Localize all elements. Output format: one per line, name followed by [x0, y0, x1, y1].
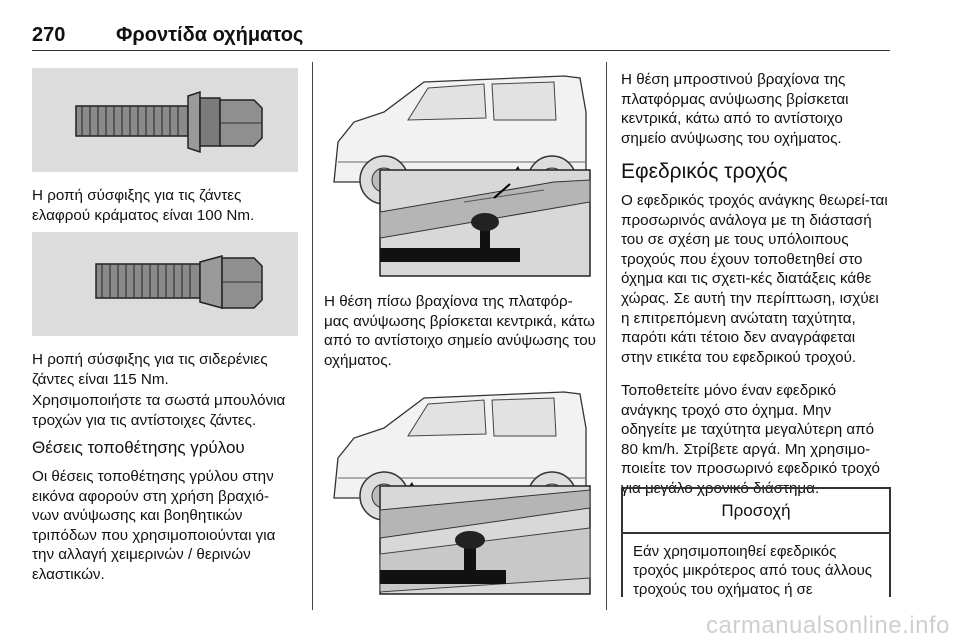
- alloy-torque-caption: Η ροπή σύσφιξης για τις ζάντες ελαφρού κράματος είναι 100 Nm.: [32, 187, 255, 224]
- caution-title: Προσοχή: [623, 489, 889, 534]
- watermark: carmanualsonline.info: [706, 612, 950, 639]
- page-title: Φροντίδα οχήματος: [116, 24, 304, 46]
- bolt-usage-note: Χρησιμοποιήστε τα σωστά μπουλόνια τροχών για τις αντίστοιχες ζάντες.: [32, 392, 286, 429]
- rear-lift-caption: Η θέση πίσω βραχίονα της πλατφόρ-μας ανύψωσης βρίσκεται κεντρικά, κάτω από το αντίστοιχο σημείο ανύψωσης του οχήματος.: [324, 293, 596, 369]
- page-number: 270: [32, 24, 66, 46]
- steel-wheel-bolt-figure: [32, 232, 298, 336]
- caution-box: [621, 487, 891, 597]
- spare-wheel-heading: Εφεδρικός τροχός: [621, 160, 788, 183]
- steel-bolt-illustration: [32, 232, 298, 336]
- jack-positions-heading: Θέσεις τοποθέτησης γρύλου: [32, 438, 245, 457]
- rear-lift-illustration: [324, 62, 596, 278]
- steel-torque-caption: Η ροπή σύσφιξης για τις σιδερένιες ζάντες είναι 115 Nm.: [32, 351, 268, 388]
- page-header: [32, 14, 890, 51]
- spare-wheel-usage-text: Τοποθετείτε μόνο έναν εφεδρικό ανάγκης τροχό στο όχημα. Μην οδηγείτε με ταχύτητα μεγαλύτερη από 80 km/h. Στρίβετε αργά. Μη χρησιμο-ποιείτε τον προσωρινό εφεδρικό τροχό για μεγάλο χρονικό διάστημα.: [621, 382, 880, 497]
- front-lift-point-figure: [324, 378, 596, 596]
- alloy-wheel-bolt-figure: [32, 68, 298, 172]
- caution-text: Εάν χρησιμοποιηθεί εφεδρικός τροχός μικρότερος από τους άλλους τροχούς του οχήματος ή σε: [633, 543, 873, 598]
- column-divider: [312, 62, 313, 610]
- rear-lift-point-figure: [324, 62, 596, 278]
- spare-wheel-text: Ο εφεδρικός τροχός ανάγκης θεωρεί-ται προσωρινός ανάλογα με τη διάστασή του σε σχέση με τους υπόλοιπους τροχούς που έχουν τοποθετηθεί στο όχημα και τις σχετι-κές διατάξεις κάθε χώρας. Σε αυτή την περίπτωση, ισχύει η επιτρεπόμενη ανώτατη ταχύτητα, παρότι κάτι τέτοιο δεν αναγράφεται στην ετικέτα του εφεδρικού τροχού.: [621, 192, 888, 366]
- column-divider: [606, 62, 607, 610]
- jack-positions-text: Οι θέσεις τοποθέτησης γρύλου στην εικόνα αφορούν στη χρήση βραχιό-νων ανύψωσης και βοηθητικών τριπόδων που χρησιμοποιούνται για την αλλαγή χειμερινών / θερινών ελαστικών.: [32, 468, 276, 583]
- alloy-bolt-illustration: [32, 68, 298, 172]
- front-lift-illustration: [324, 378, 596, 596]
- front-lift-caption: Η θέση μπροστινού βραχίονα της πλατφόρμας ανύψωσης βρίσκεται κεντρικά, κάτω από το αντίστοιχο σημείο ανύψωσης του οχήματος.: [621, 71, 849, 147]
